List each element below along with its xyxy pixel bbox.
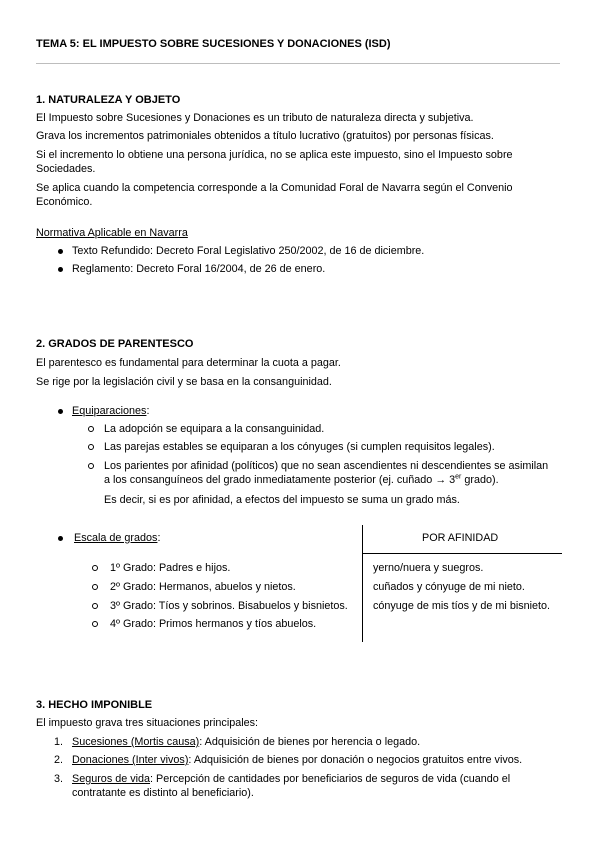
bullet-icon — [58, 536, 63, 541]
s1-paragraph-3a: Si el incremento lo obtiene una persona jurídica, no se aplica este impuesto, sino el Impuesto sobre — [36, 149, 513, 161]
hecho-term: Donaciones (Inter vivos) — [72, 754, 189, 766]
hecho-item — [72, 772, 510, 786]
equip-item-text-end: grado). — [461, 474, 499, 486]
bullet-icon — [58, 409, 63, 414]
hecho-term: Seguros de vida — [72, 773, 151, 785]
bullet-icon — [58, 249, 63, 254]
grado-item: 1º Grado: Padres e hijos. — [110, 562, 231, 574]
s1-paragraph-4a: Se aplica cuando la competencia corresponde a la Comunidad Foral de Navarra según el Convenio — [36, 182, 513, 194]
hecho-text: : Percepción de cantidades por beneficiarios de seguros de vida (cuando el — [150, 773, 511, 785]
circle-bullet-icon — [88, 444, 94, 450]
escala-label: Escala de grados: — [74, 532, 161, 544]
grado-item: 4º Grado: Primos hermanos y tíos abuelos. — [110, 618, 317, 630]
section-1-heading: 1. NATURALEZA Y OBJETO — [36, 94, 181, 106]
table-vertical-divider — [362, 525, 363, 642]
list-number: 2. — [54, 754, 64, 766]
table-header-divider — [362, 553, 562, 554]
hecho-item-continuation: contratante es distinto al beneficiario). — [72, 787, 254, 799]
hecho-text: : Adquisición de bienes por herencia o legado. — [199, 736, 421, 748]
s2-paragraph-2: Se rige por la legislación civil y se basa en la consanguinidad. — [36, 376, 332, 388]
equip-item: Las parejas estables se equiparan a los cónyuges (si cumplen requisitos legales). — [104, 441, 495, 453]
afinidad-header: POR AFINIDAD — [422, 532, 499, 544]
equiparaciones-text: Equiparaciones — [72, 405, 147, 417]
list-number: 1. — [54, 736, 64, 748]
equip-item: La adopción se equipara a la consanguinidad. — [104, 423, 325, 435]
equip-item-text: a los consanguíneos del grado inmediatamente posterior (ej. cuñado → 3 — [104, 474, 456, 486]
superscript: er — [455, 473, 462, 481]
hecho-text: : Adquisición de bienes por donación o negocios gratuitos entre vivos. — [188, 754, 523, 766]
circle-bullet-icon — [92, 603, 98, 609]
afinidad-item: cuñados y cónyuge de mi nieto. — [373, 581, 525, 593]
s2-paragraph-1: El parentesco es fundamental para determinar la cuota a pagar. — [36, 357, 341, 369]
circle-bullet-icon — [88, 426, 94, 432]
circle-bullet-icon — [92, 565, 98, 571]
s3-intro: El impuesto grava tres situaciones principales: — [36, 717, 259, 729]
section-3-heading: 3. HECHO IMPONIBLE — [36, 699, 153, 711]
grado-item: 2º Grado: Hermanos, abuelos y nietos. — [110, 581, 296, 593]
s1-paragraph-1: El Impuesto sobre Sucesiones y Donaciones es un tributo de naturaleza directa y subjetiva. — [36, 112, 474, 124]
equiparaciones-label: Equiparaciones: — [72, 405, 150, 417]
normativa-item: Texto Refundido: Decreto Foral Legislativo 250/2002, de 16 de diciembre. — [72, 245, 425, 257]
s1-paragraph-2: Grava los incrementos patrimoniales obtenidos a título lucrativo (gratuitos) por personas físicas. — [36, 130, 494, 142]
bullet-icon — [58, 267, 63, 272]
equip-note: Es decir, si es por afinidad, a efectos del impuesto se suma un grado más. — [104, 494, 460, 506]
circle-bullet-icon — [88, 463, 94, 469]
list-number: 3. — [54, 773, 64, 785]
s1-paragraph-4b: Económico. — [36, 196, 93, 208]
normativa-heading: Normativa Aplicable en Navarra — [36, 227, 188, 239]
equip-item-continuation — [104, 473, 499, 487]
afinidad-item: yerno/nuera y suegros. — [373, 562, 484, 574]
afinidad-item: cónyuge de mis tíos y de mi bisnieto. — [373, 600, 551, 612]
escala-text: Escala de grados — [74, 532, 158, 544]
section-2-heading: 2. GRADOS DE PARENTESCO — [36, 338, 194, 350]
grado-item: 3º Grado: Tíos y sobrinos. Bisabuelos y bisnietos. — [110, 600, 348, 612]
normativa-item: Reglamento: Decreto Foral 16/2004, de 26 de enero. — [72, 263, 326, 275]
hecho-term: Sucesiones (Mortis causa) — [72, 736, 200, 748]
circle-bullet-icon — [92, 584, 98, 590]
circle-bullet-icon — [92, 621, 98, 627]
s1-paragraph-3b: Sociedades. — [36, 163, 96, 175]
title-divider — [36, 63, 560, 64]
hecho-item — [72, 753, 522, 767]
document-title: TEMA 5: EL IMPUESTO SOBRE SUCESIONES Y DONACIONES (ISD) — [36, 38, 391, 50]
equip-item: Los parientes por afinidad (políticos) que no sean ascendientes ni descendientes se asimilan — [104, 460, 549, 472]
hecho-item — [72, 735, 420, 749]
